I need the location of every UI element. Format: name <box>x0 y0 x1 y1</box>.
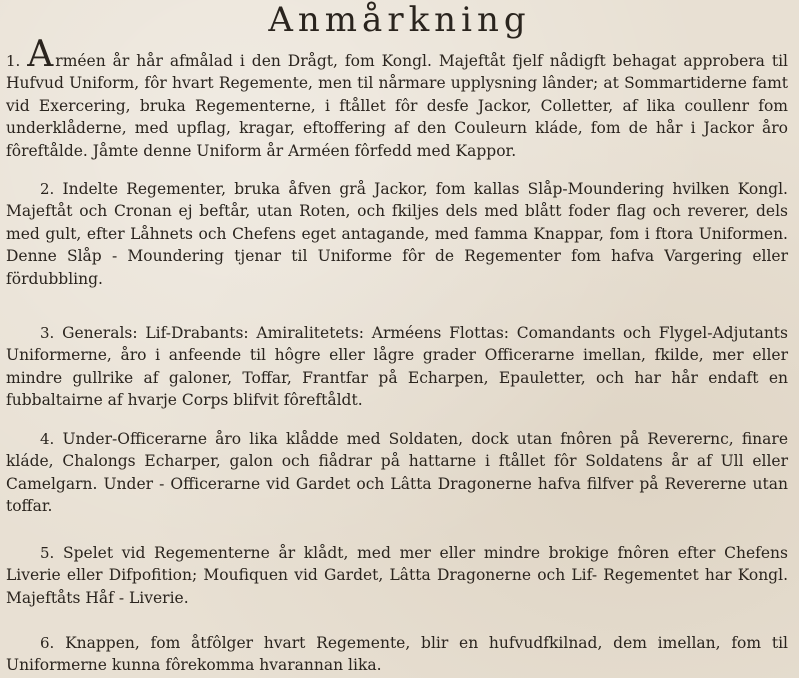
paragraph-6-text: Knappen, fom åtfôlger hvart Regemente, blir en hufvudfkilnad, dem imellan, fom til Uniformerne kunna fôrekomma hvarannan lika. <box>6 634 788 675</box>
paragraph-1 <box>6 34 789 162</box>
paragraph-4-number: 4. <box>40 430 55 448</box>
paragraph-4-text: Under-Officerarne åro lika klådde med Soldaten, dock utan fnôren på Reverernc, finare kláde, Chalongs Echarper, galon och fiådrar på hattarne i ftållet fôr Soldatens år af Ull eller Camelgarn. Under - Officerarne vid Gardet och Lâtta Dragonerne hafva filfver på Revererne utan toffar. <box>6 430 788 516</box>
paragraph-1-number: 1. <box>6 52 21 70</box>
paragraph-4 <box>6 428 788 518</box>
paragraph-5 <box>6 542 788 609</box>
paragraph-5-text: Spelet vid Regementerne år klådt, med mer eller mindre brokige fnôren efter Chefens Liverie eller Difpofition; Moufiquen vid Gardet, Lâtta Dragonerne och Lif- Regementet har Kongl. Majeftåts Håf - Liverie. <box>6 544 788 607</box>
paragraph-1-text: rméen år hår afmålad i den Drågt, fom Kongl. Majeftåt fjelf nådigft behagat approbera til Hufvud Uniform, fôr hvart Regemente, men til nårmare upplysning lânder; at Sommartiderne famt vid Exercering, bruka Regementerne, i ftållet fôr desfe Jackor, Colletter, af lika coullenr fom underklåderne, med upflag, kragar, eftoffering af den Couleurn kláde, fom de hår i Jackor åro fôreftålde. Jåmte denne Uniform år Arméen fôrfedd med Kappor. <box>6 52 789 160</box>
paragraph-2-text: Indelte Regementer, bruka åfven grå Jackor, fom kallas Slåp-Moundering hvilken Kongl. Majeftåt och Cronan ej beftår, utan Roten, och fkiljes dels med blått foder flag och reverer, dels med gult, efter Låhnets och Chefens eget antagande, med famma Knappar, fom i ftora Uniformen. Denne Slåp - Moundering tjenar til Uniforme fôr de Regementer fom hafva Vargering eller fördubbling. <box>6 180 788 288</box>
paragraph-2-number: 2. <box>40 180 55 198</box>
paragraph-1-initial: A <box>27 34 54 75</box>
paragraph-6-number: 6. <box>40 634 55 652</box>
document-title: Anmårkning <box>268 0 531 40</box>
paragraph-5-number: 5. <box>40 544 55 562</box>
paragraph-6 <box>6 632 788 677</box>
paragraph-3-text: Generals: Lif-Drabants: Amiralitetets: Arméens Flottas: Comandants och Flygel-Adjutants Uniformerne, åro i anfeende til hôgre eller lågre grader Officerarne imellan, fkilde, mer eller mindre gullrike af galoner, Toffar, Frantfar på Echarpen, Epauletter, och har hår endaft en fubbaltairne af hvarje Corps blifvit fôreftåldt. <box>6 324 788 410</box>
paragraph-3 <box>6 322 788 412</box>
paragraph-3-number: 3. <box>40 324 55 342</box>
paragraph-2 <box>6 178 788 290</box>
